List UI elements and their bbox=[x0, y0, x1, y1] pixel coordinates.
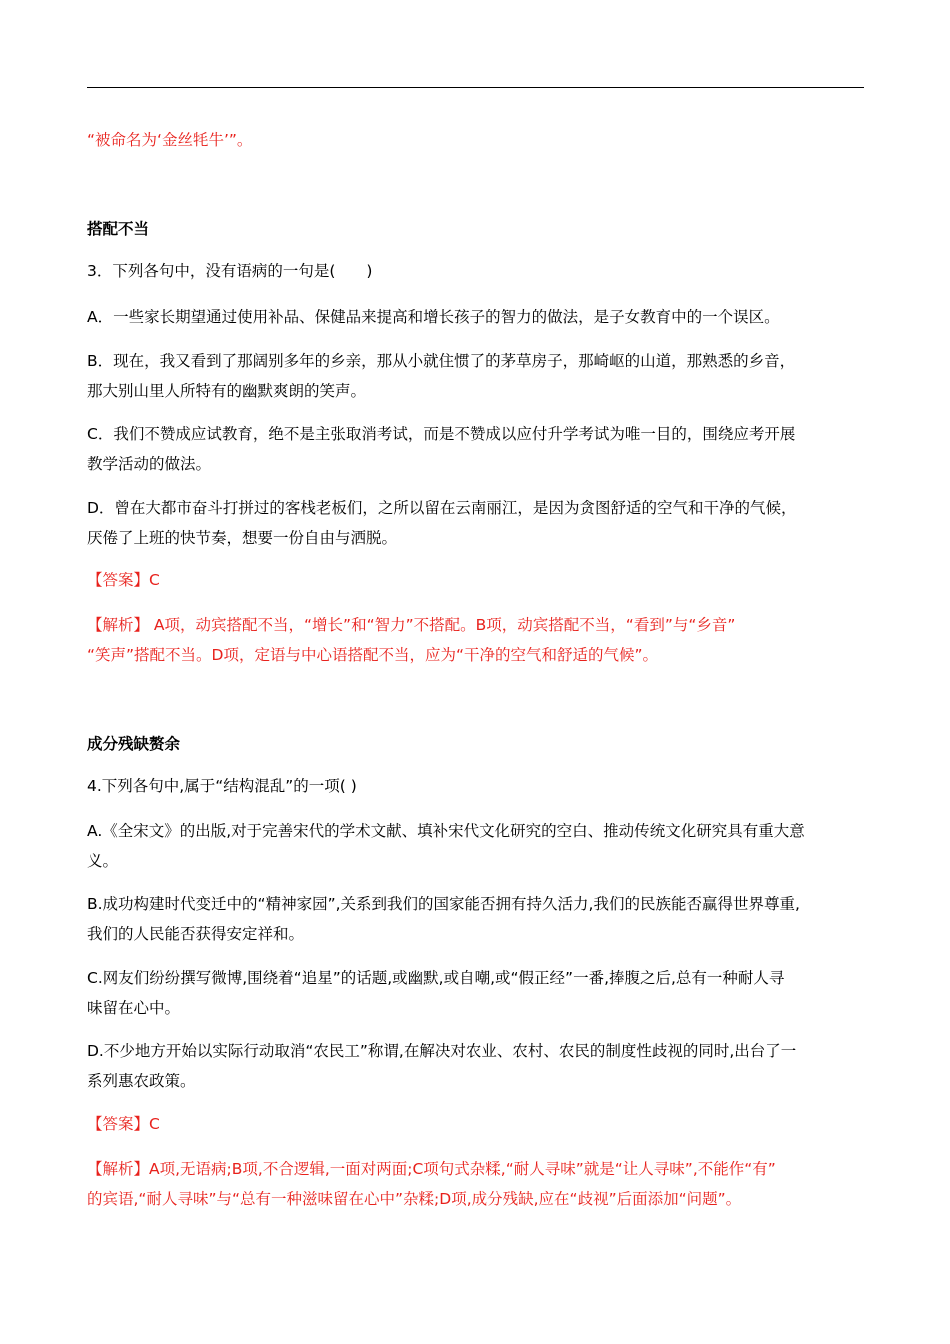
question-4: 4.下列各句中,属于“结构混乱”的一项( ) bbox=[87, 777, 357, 795]
continuation-text: “被命名为‘金丝牦牛’”。 bbox=[87, 131, 253, 149]
q3-analysis-line1: 【解析】 A项，动宾搭配不当，“增长”和“智力”不搭配。B项，动宾搭配不当，“看到”与“乡音” bbox=[87, 616, 736, 634]
q3-answer: 【答案】C bbox=[87, 571, 160, 589]
q4-option-b-line2: 我们的人民能否获得安定祥和。 bbox=[87, 925, 305, 943]
q4-option-b-line1: B.成功构建时代变迁中的“精神家园”,关系到我们的国家能否拥有持久活力,我们的民族能否赢得世界尊重, bbox=[87, 895, 800, 913]
q3-option-b-line2: 那大别山里人所特有的幽默爽朗的笑声。 bbox=[87, 382, 367, 400]
q4-analysis-line1: 【解析】A项,无语病;B项,不合逻辑,一面对两面;C项句式杂糅,“耐人寻味”就是“让人寻味”,不能作“有” bbox=[87, 1160, 776, 1178]
section-heading-collocation: 搭配不当 bbox=[87, 220, 150, 238]
q4-analysis-line2: 的宾语,“耐人寻味”与“总有一种滋味留在心中”杂糅;D项,成分残缺,应在“歧视”后面添加“问题”。 bbox=[87, 1190, 742, 1208]
q3-option-c-line2: 教学活动的做法。 bbox=[87, 455, 212, 473]
q3-option-c-line1: C．我们不赞成应试教育，绝不是主张取消考试，而是不赞成以应付升学考试为唯一目的，围绕应考开展 bbox=[87, 425, 796, 443]
q4-option-c-line1: C.网友们纷纷撰写微博,围绕着“追星”的话题,或幽默,或自嘲,或“假正经”一番,捧腹之后,总有一种耐人寻 bbox=[87, 969, 785, 987]
question-3: 3．下列各句中，没有语病的一句是( ) bbox=[87, 262, 373, 280]
section-heading-missing-redundant: 成分残缺赘余 bbox=[87, 735, 181, 753]
q4-option-a-line2: 义。 bbox=[87, 852, 119, 870]
header-rule bbox=[87, 87, 864, 88]
q3-analysis-line2: “笑声”搭配不当。D项，定语与中心语搭配不当，应为“干净的空气和舒适的气候”。 bbox=[87, 646, 659, 664]
q4-option-d-line1: D.不少地方开始以实际行动取消“农民工”称谓,在解决对农业、农村、农民的制度性歧视的同时,出台了一 bbox=[87, 1042, 797, 1060]
q4-option-c-line2: 味留在心中。 bbox=[87, 999, 181, 1017]
q3-option-a: A．一些家长期望通过使用补品、保健品来提高和增长孩子的智力的做法，是子女教育中的一个误区。 bbox=[87, 308, 780, 326]
q3-option-d-line2: 厌倦了上班的快节奏，想要一份自由与洒脱。 bbox=[87, 529, 398, 547]
q4-option-d-line2: 系列惠农政策。 bbox=[87, 1072, 196, 1090]
q4-answer: 【答案】C bbox=[87, 1115, 160, 1133]
q4-option-a-line1: A.《全宋文》的出版,对于完善宋代的学术文献、填补宋代文化研究的空白、推动传统文化研究具有重大意 bbox=[87, 822, 805, 840]
q3-option-b-line1: B．现在，我又看到了那阔别多年的乡亲，那从小就住惯了的茅草房子，那崎岖的山道，那熟悉的乡音， bbox=[87, 352, 796, 370]
q3-option-d-line1: D．曾在大都市奋斗打拼过的客栈老板们，之所以留在云南丽江，是因为贪图舒适的空气和干净的气候， bbox=[87, 499, 797, 517]
